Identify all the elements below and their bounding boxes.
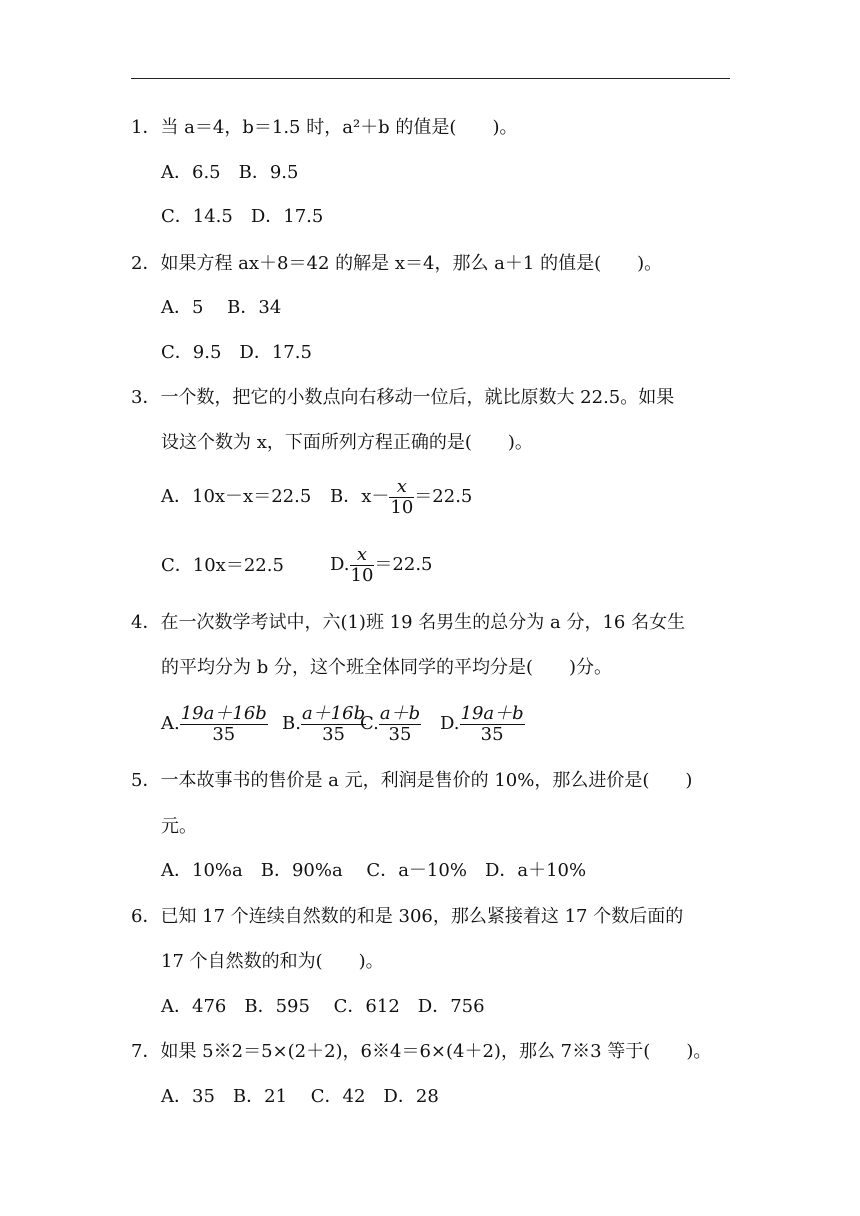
option-c-denominator: 35 [388,723,412,745]
header-rule [131,78,730,79]
question-5-stem-line-1: 5．一本故事书的售价是 a 元，利润是售价的 10%，那么进价是( ) [131,770,693,791]
question-6-options-row-1: A．476 B．595 C．612 D．756 [161,996,485,1017]
option-d-prefix: D. [330,554,350,575]
option-a-numerator: 19a＋16b [180,702,267,724]
question-7-stem: 7．如果 5※2＝5×(2＋2)，6※4＝6×(4＋2)，那么 7※3 等于( )。 [131,1041,712,1062]
option-a-prefix: A. [161,713,180,734]
option-a-denominator: 35 [212,723,236,745]
question-3-stem-line-2: 设这个数为 x，下面所列方程正确的是( )。 [161,432,533,453]
question-1-stem: 1．当 a＝4，b＝1.5 时，a²＋b 的值是( )。 [131,117,518,138]
option-c-numerator: a＋b [379,702,421,724]
option-b-prefix: B．x－ [330,486,390,507]
question-5-options-row-1: A．10%a B．90%a C．a－10% D．a＋10% [161,860,587,881]
option-b-denominator: 10 [390,496,414,518]
question-3-stem-line-1: 3．一个数，把它的小数点向右移动一位后，就比原数大 22.5。如果 [131,387,675,408]
option-d-denominator: 35 [480,723,504,745]
question-4-stem-line-1: 4．在一次数学考试中，六(1)班 19 名男生的总分为 a 分，16 名女生 [131,612,686,633]
question-6-stem-line-1: 6．已知 17 个连续自然数的和是 306，那么紧接着这 17 个数后面的 [131,906,684,927]
option-b-fraction [389,477,414,518]
option-b-numerator: a＋16b [301,702,366,724]
option-d-prefix: D. [440,713,460,734]
option-b-prefix: B. [282,713,301,734]
question-1-options-row-2: C．14.5 D．17.5 [161,206,324,227]
question-3-option-a: A．10x－x＝22.5 [161,486,312,507]
question-3-option-d [330,544,433,586]
option-d-denominator: 10 [350,564,374,586]
option-a-fraction [180,704,268,745]
question-4-option-c [360,703,421,745]
question-2-stem: 2．如果方程 ax＋8＝42 的解是 x＝4，那么 a＋1 的值是( )。 [131,253,663,274]
question-6-stem-line-2: 17 个自然数的和为( )。 [161,951,384,972]
option-c-fraction [379,704,421,745]
question-4-option-a [161,703,268,745]
question-4-stem-line-2: 的平均分为 b 分，这个班全体同学的平均分是( )分。 [161,657,613,678]
question-5-stem-line-2: 元。 [161,816,197,837]
option-b-denominator: 35 [322,723,345,745]
option-d-suffix: ＝22.5 [374,554,433,575]
option-b-fraction [301,704,366,745]
option-d-numerator: 19a＋b [460,702,524,724]
question-2-options-row-2: C．9.5 D．17.5 [161,342,312,363]
option-d-fraction [460,704,525,745]
question-1-options-row-1: A．6.5 B．9.5 [161,162,299,183]
question-4-option-b [282,703,366,745]
question-2-options-row-1: A．5 B．34 [161,297,282,318]
question-3-option-c: C．10x＝22.5 [161,555,284,576]
option-d-numerator: x [350,545,375,566]
question-7-options-row-1: A．35 B．21 C．42 D．28 [161,1086,439,1107]
option-b-numerator: x [389,477,414,498]
option-d-fraction [350,545,375,586]
question-3-option-b [330,476,472,518]
question-4-option-d [440,703,525,745]
option-c-prefix: C. [360,713,379,734]
option-b-suffix: ＝22.5 [414,486,473,507]
